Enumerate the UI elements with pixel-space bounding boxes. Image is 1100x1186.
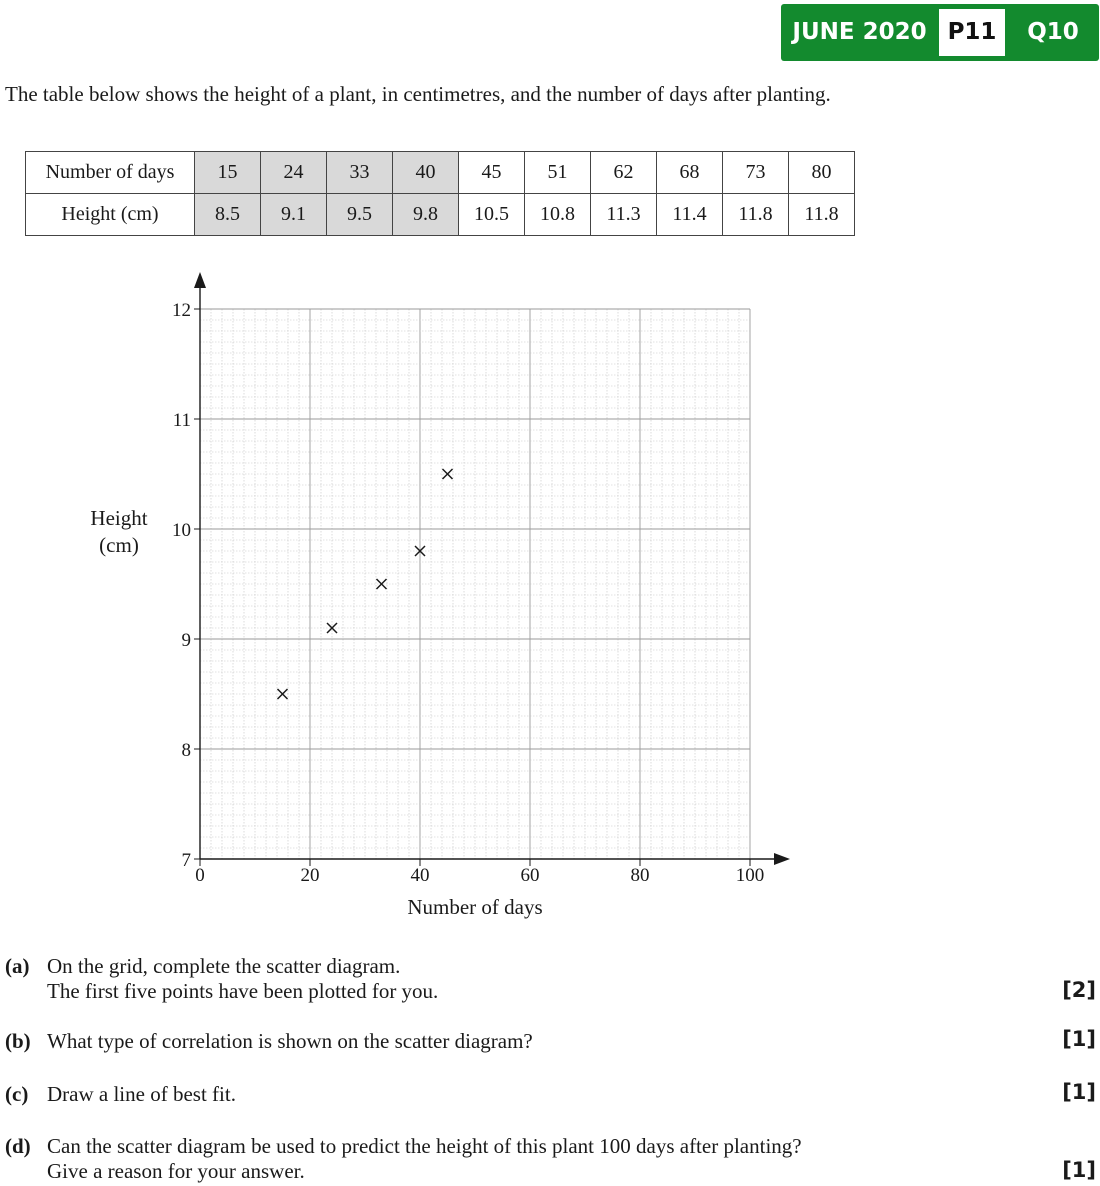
exam-session: JUNE 2020 (792, 19, 927, 45)
x-tick-label: 0 (195, 865, 205, 886)
question-a-line-1: On the grid, complete the scatter diagram. (47, 954, 401, 978)
height-row-label: Height (cm) (26, 194, 195, 236)
scatter-chart (0, 262, 820, 932)
days-cell: 62 (591, 152, 657, 194)
height-cell: 9.8 (393, 194, 459, 236)
days-cell: 40 (393, 152, 459, 194)
question-b-label: (b) (5, 1029, 31, 1053)
height-cell: 9.1 (261, 194, 327, 236)
height-row (26, 194, 855, 236)
height-cell: 10.8 (525, 194, 591, 236)
chart-axes (172, 272, 790, 886)
question-d-line-1: Can the scatter diagram be used to predict the height of this plant 100 days after planting? (47, 1134, 802, 1158)
x-tick-label: 60 (520, 865, 540, 886)
y-tick-label: 10 (172, 520, 191, 541)
question-c-label: (c) (5, 1082, 29, 1106)
y-axis-label: Height (90, 506, 148, 530)
chart-grid (200, 309, 750, 859)
intro-text: The table below shows the height of a plant, in centimetres, and the number of days after planting. (5, 82, 831, 106)
height-cell: 10.5 (459, 194, 525, 236)
days-cell: 33 (327, 152, 393, 194)
question-b-marks: [1] (1062, 1027, 1096, 1051)
question-d-line-2: Give a reason for your answer. (47, 1159, 305, 1183)
days-cell: 45 (459, 152, 525, 194)
question-a-marks: [2] (1062, 978, 1096, 1002)
days-cell: 24 (261, 152, 327, 194)
height-cell: 9.5 (327, 194, 393, 236)
days-cell: 80 (789, 152, 855, 194)
x-tick-label: 80 (630, 865, 650, 886)
y-tick-label: 8 (181, 740, 191, 761)
days-row (26, 152, 855, 194)
x-tick-label: 20 (300, 865, 320, 886)
question-c-marks: [1] (1062, 1080, 1096, 1104)
y-axis-label-unit: (cm) (99, 533, 139, 557)
days-row-label: Number of days (26, 152, 195, 194)
y-tick-label: 12 (172, 300, 191, 321)
height-cell: 8.5 (195, 194, 261, 236)
days-cell: 68 (657, 152, 723, 194)
x-axis-arrow (774, 853, 790, 865)
question-a-label: (a) (5, 954, 30, 978)
question-b-line-1: What type of correlation is shown on the scatter diagram? (47, 1029, 533, 1053)
question-d-marks: [1] (1062, 1158, 1096, 1182)
x-axis-label: Number of days (407, 895, 543, 919)
y-tick-label: 11 (172, 410, 191, 431)
y-axis-arrow (194, 272, 206, 288)
y-tick-label: 9 (181, 630, 191, 651)
x-tick-label: 100 (735, 865, 765, 886)
question-number: Q10 (1027, 19, 1079, 45)
question-badge (781, 4, 1099, 61)
height-cell: 11.8 (723, 194, 789, 236)
x-tick-label: 40 (410, 865, 430, 886)
height-cell: 11.4 (657, 194, 723, 236)
height-cell: 11.3 (591, 194, 657, 236)
paper-number: P11 (939, 9, 1005, 56)
question-d-label: (d) (5, 1134, 31, 1158)
days-cell: 15 (195, 152, 261, 194)
y-tick-label: 7 (181, 850, 191, 871)
question-a-line-2: The first five points have been plotted for you. (47, 979, 439, 1003)
days-cell: 51 (525, 152, 591, 194)
height-cell: 11.8 (789, 194, 855, 236)
question-c-line-1: Draw a line of best fit. (47, 1082, 236, 1106)
data-table (25, 151, 855, 236)
days-cell: 73 (723, 152, 789, 194)
